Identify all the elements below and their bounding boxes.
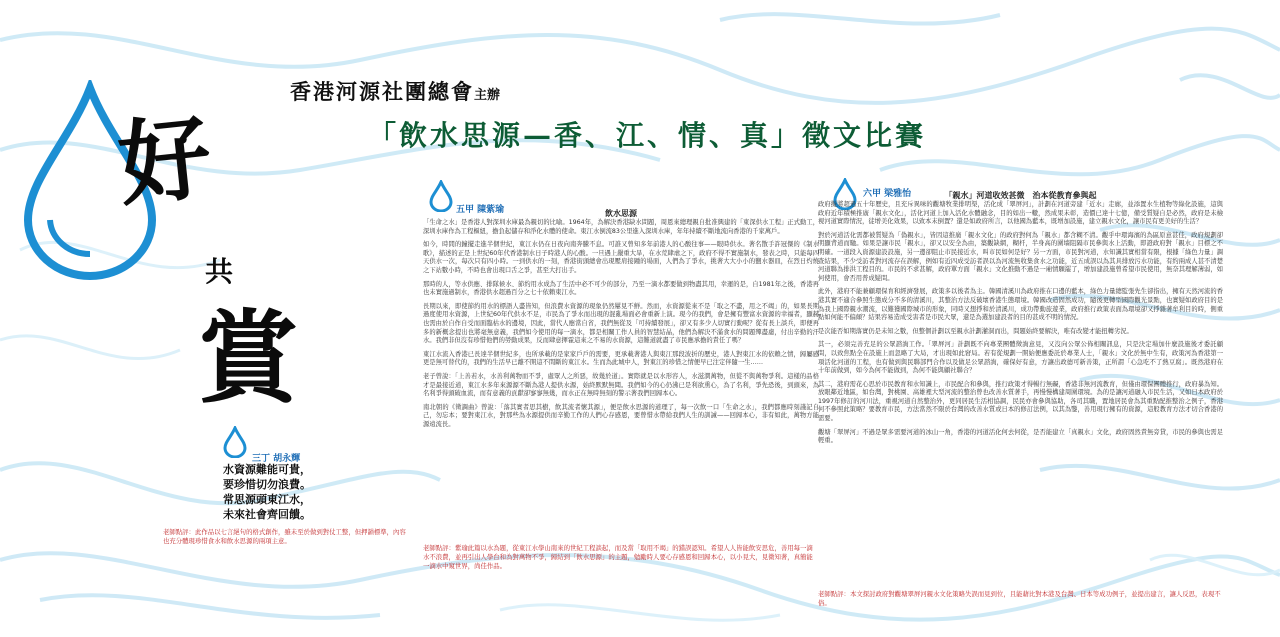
essay-paragraph: 是次能否如期落實仍是未知之數，但整個計劃以至親水計劃灌洞而出，問題始終要解決，唯有改變才能扭轉劣況。 — [818, 327, 1133, 335]
organizer-suffix: 主辦 — [474, 88, 501, 103]
poem-line: 未來社會齊回饋。 — [223, 508, 311, 521]
essay-paragraph: 對於河道活化需都被質疑為「偽親水」，皆因這推廣「親水文化」的政府對何為「親水」都含糊不清。觀乎中環海濱的為區原意甚佳，政府規劃卻明顯背道而馳。如果是讓市民「親水」，卻又以安全為由，築觀缺網，糊杆，半身高的圍墻阻隔市民參與水上活動，即證政府對「親水」目標之不明確。一道段入資源建設設施，另一邊卻阻止市民接近水，叫市民如何是好？另一方面，市民對河道，水知識其實相當有限，根據「綠色力量」調查結果，不少受訪者對河流存在誤解，例如有近四成受訪者誤以為河流無收集食水之功能，近五成誤以為其具排放污水功能，有約兩成人甚不清楚河道聯為排洪工程目的。市民的不求甚解，政府單方面「親水」文化推動不過是一廂情願罷了，增加建設施曾希望市民使用，無奈其理解薄弱，如何使用，會否用普成疑問。 — [818, 231, 1223, 282]
middle-essay-title: 飲水思源 — [605, 209, 637, 218]
poem-line: 要珍惜切勿浪費。 — [223, 478, 311, 491]
poem-body — [223, 462, 373, 522]
essay-paragraph: 其二，港府需花心思於市民教育和水知識上，市民配合和參與，推行政策才得暢行無礙，香港非無河流教育，但僅由環保團體推行，政府暴為知。放眼鄰近地區，如台灣，對桃園、高雄裡大型河流的整治曾也改善水質著手，再慢慢構建周圍環境。為的是讓河道融入市民生活，又如日本政府於1997年修訂的河川法，重視河道自然整治外，更同居民生活相協調，民民亦會參與協助，各司其職，置地居民會為其重點配推整治之例子，香港何不參照此策略？要教育市民，方法當然不限於台灣的改善水質或日本的修訂法例，以其為鑒，善用現行擁有的資源，這般教育方法才切合香港的需要。 — [818, 380, 1223, 423]
poem-byline: 三丁 胡永輝 — [252, 454, 301, 464]
page-title: 「飲水思源—香、江、情、真」徵文比賽 — [368, 119, 927, 152]
right-essay — [818, 190, 1223, 451]
essay-paragraph: 東江水流入香港已長達半個世紀多，也所承載的是家家戶戶的需要，更承載著港人與東江那段波折的歷史，港人對東江水的依賴之情，歸屬感更是無可替代的，我們的生活早已離不開這不間斷的東江水。生而為此城中人，對東江的珍惜之情便早已注定伴隨一生…… — [423, 350, 819, 367]
essay-paragraph: 那時的人，等水供應、排隊候水、節約用水成為了生活中必不可少的部分，乃至一滴水都要做到物盡其用，幸運的是，自1981年之後，香港再也未實施過制水，香港供水超過百分之七十依賴東江水。 — [423, 280, 819, 297]
poem-line: 常思源頭東江水， — [223, 493, 311, 506]
essay-paragraph: 如今，時間的鐘擺走進半個世紀，東江水仍在日夜向南奔騰不息。可誰又曾知多年前港人的心酸往事——眼時供水。著名散手許冠傑的《制水歌》，描述的正是上世紀60年代香港制水日子時港人的心酸。一旦遇上嚴重大旱，在水荒肆虐之下，政府不得不實施制水，發表之時，只能每四天供水一次，每次只有四小時。一到供水的一刻，香港街頭總會出現壓肩接踵的場面，人們為了爭水，挑著大大小小的鹽水器皿，在烈日灼燒之下站數小時，不時也會出現口舌之爭，甚至大打出手。 — [423, 241, 819, 274]
essay-paragraph: 此外，港府不能兼顧環保育和經濟發展，政策多以後者為主。韓國清溪川為政府推在口邊的藍本，綠色力量總監張先生卻指出，擁有天然河流的香港其實不適合參照生態成分不多的清溪川，其整治方法反破壞香港生態環境。韓國改造固然成功，隨後更轉型國際觀光景點，也實疑如政府目的是為我上國際親水潮流，以難獲國際城市的形象，同時又想掙和於清溪川，成功帶動旅遊業，政府推行政策表面為環境卻又掙雜著牟利目的時，側重點如何能不偏頗？結果容易造成受害者是市民大眾，還是為選加建設者的目的甚成不明的情況。 — [818, 288, 1223, 322]
right-teacher-comment: 老師點評：本文探討政府對觀塘翠屏河親水文化策略失誤而見到位，且能藉比對本港及台灣、日本等成功例子，並提出建言，讓人反思，表現不俗。 — [818, 590, 1221, 607]
award-char-shang: 賞 — [198, 299, 298, 417]
essay-paragraph: 南北朝的《徵調曲》曾說：「落其實者思其樹，飲其流者懷其源」，便是飲水思源的道理了，每一次飲一口「生命之水」，我們都應時刻謹記自己，勿忘本；要對東江水，對那些為水源提供而辛勤工作的人們心存感恩，要曾惜水帶給我們人生的訓誡——回歸本心，非有如此，萬物方能源遠流長。 — [423, 403, 819, 428]
poem-line: 水資源難能可貴， — [223, 463, 311, 476]
essay-paragraph: 老子曾說：「上善若水，水善利萬物而不爭，處眾人之所惡，故幾於道」。實際就是以水形容人，水滋潤萬物，但從不與萬物爭利。這樣的品格才是最接近道，東江水多年來源源不斷為港人提供水源，始終默默無聞。我們如今的心仍沸已是利欲熏心，為了名利，爭先恐後，到頭來，為名利爭得頭破血流，而有意義的貢獻卻寥寥無幾，而水正在無時無刻的警示著我們回歸本心。 — [423, 372, 819, 398]
essay-paragraph: 其一，必須完善充足的公眾諮詢工作。「翠屏河」計劃既不向專業團體徵詢意見，又沒向公眾公佈相關訊息，只是決定場加什麼設施後才委託顧問，以致焦點全在設施上而忽略了大局，才出現如此窘局。若有從規劃一開始便應委託於專業人士，「親水」文化於無中生有，政策河為香港第一項活化河道的工程，也有做到與民聯部門合作以及做足公眾諮詢，確保好有意，方讓出政德可新善策，正所謂「心急吃不了熱豆腐」。既然港府在十年前做到，如今為何不能做到，為何不能與顧社聯合？ — [818, 341, 1223, 375]
organizer-line — [290, 76, 500, 106]
award-char-hao: 好 — [113, 102, 217, 220]
water-drop-icon — [222, 426, 248, 458]
right-essay-title: 「親水」河道收效甚微 治本從教育參與起 — [944, 191, 1097, 200]
essay-paragraph: 觀塘「翠屏河」不過是眾多需要河道的冰山一角，香港的河道活化何去何從，是否能建立「真親水」文化，政府固然責無旁貸，市民的參與也需足輕重。 — [818, 428, 1223, 445]
middle-byline: 五甲 陳紫瑜 — [456, 205, 505, 215]
award-char-gong: 共 — [205, 255, 234, 288]
essay-paragraph: 政府擬將超過五十年歷史，且充斥異味的觀塘牧業排明渠，活化成「翠屏河」，計劃在河道旁建「近水」走廊，並添置水生植物等綠化設施，這與政府近年積極推廣「親水文化」，活化河道上加入活化水體融念，目的如出一轍，然成果未彰，造價已達十七億，備受質疑自是必然，政府是未檢視河道實際情況，徒增美化效果，以致本末倒置？還是如政府所言，以他國為藍本，既增加設施，建立親水文化，讓市民有更美好的生活？ — [818, 201, 1223, 226]
right-byline: 六甲 梁雅怡 — [863, 189, 912, 199]
middle-essay — [423, 208, 819, 434]
organizer-name: 香港河源社團總會 — [290, 79, 474, 104]
essay-paragraph: 長期以來，即使節約用水的標語人盡皆知，但浪費水資源的現象仍然屢見不鮮。然而，水資源從來不是「取之不盡，用之不竭」的，如果長期過度使用水資源，上世紀60年代供水不足，市民為了爭水而出現的混亂場面必會重新上演。現今的我們，會是擁有豐富水資源的幸福者，顯赫也需由於自作自受而面臨枯水的邊境，因此，當代人應當自省，我們無從及「可持續發展」，卻又有多少人切實行動呢？從有長上談兵，即便再多的新概念提出也將毫無意義，我們如今使用的每一滴水，都是相關工作人員的智慧結晶，他們為解決不滿食水的問題殫盡慮，付出辛勤的汗水。我們非但沒有珍惜他們的勞動成果，反而肆意揮霍這來之不易的水資源，這難道就盡了市民應承擔的責任了嗎？ — [423, 302, 819, 345]
poem-teacher-comment: 老師點評：此作品以七言絕句的格式創作，雖未至於做到對仗工整，但押韻標準，內容也充分體現珍惜食水和飲水思源的兩項主意。 — [163, 528, 406, 545]
essay-paragraph: 「生命之水」是香港人對深圳水庫最為親切的比喻。1964年，為解決香港缺水問題，周恩來總理親自批准興建的「東深供水工程」正式動工，深圳水庫作為工程樞紐，擔負起儲存和淨化水體的使命。東江水倒流83公里進入深圳水庫，年年持續不斷地流向香港的千家萬戶。 — [423, 219, 819, 235]
middle-teacher-comment: 老師點評：紫瑜此篇以水為題，從東江水學山南來的世紀工程談起，而及當「取用不竭」的錯誤認知。希望人人皆能飲安思危，善用每一滴水不浪費，並再引出人學台和為對萬物不爭，歸結到「飲水思源」的主題，勉勵時人要心存感恩和回歸本心，以小見大，見微知著，真簡能一滴水中窺世界，尚佳作品。 — [423, 544, 813, 570]
